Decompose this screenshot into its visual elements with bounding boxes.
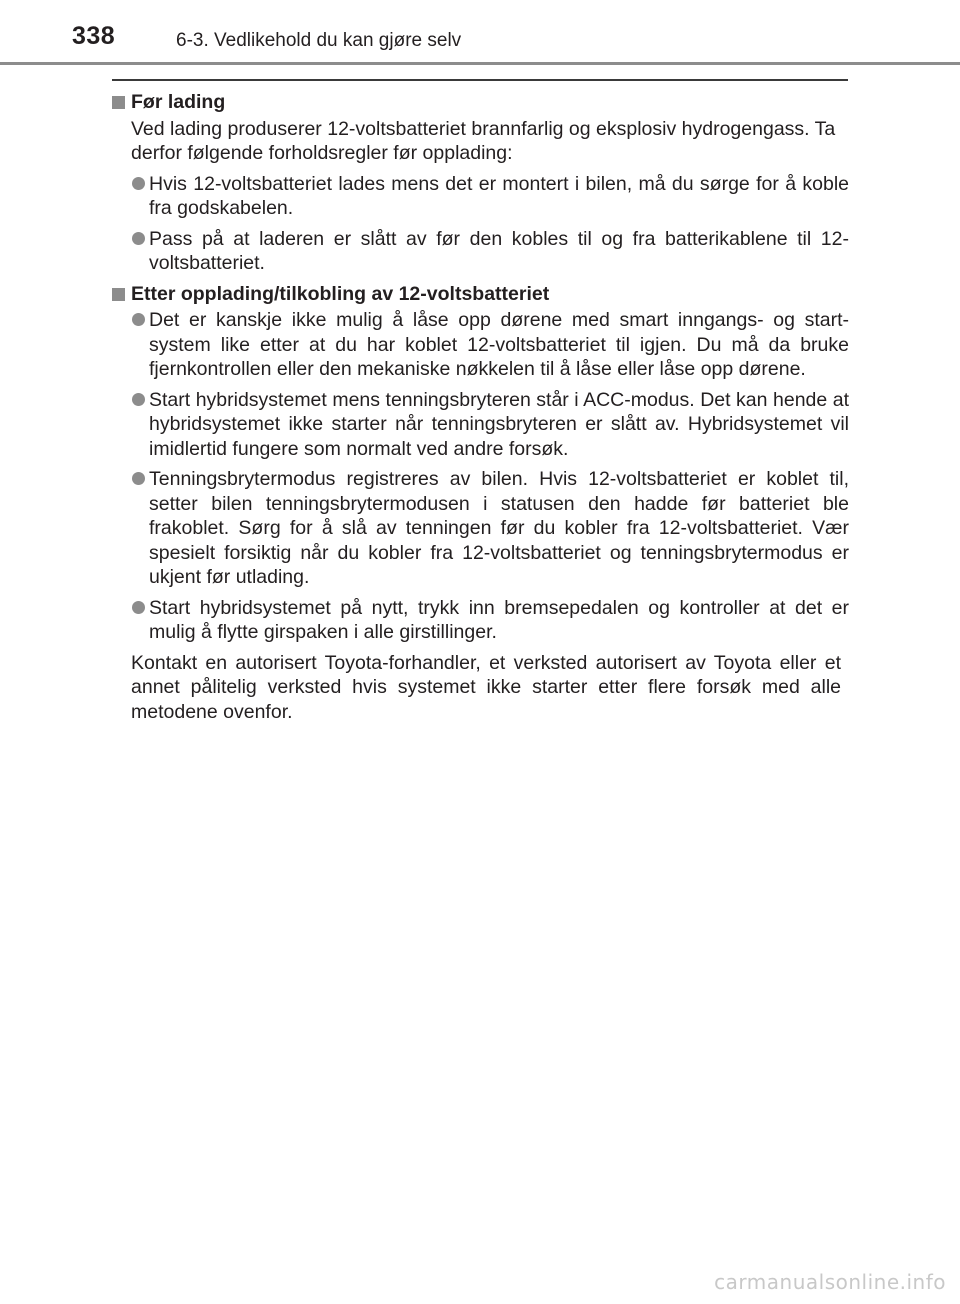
content-rule (112, 79, 848, 81)
list-item (112, 467, 849, 590)
circle-bullet-icon (132, 472, 145, 485)
square-bullet-icon (112, 288, 125, 301)
page-number: 338 (72, 22, 116, 50)
watermark-link[interactable]: carmanualsonline.info (714, 1270, 946, 1294)
list-item-text: Start hybridsystemet mens tenningsbryteren står i ACC-modus. Det kan hende at hybridsystemet ikke starter når tenningsbryteren er slått av. Hybridsystemet vil imidlertid fungere som normalt ved andre forsøk. (149, 388, 849, 460)
heading-text: Før lading (131, 91, 226, 113)
circle-bullet-icon (132, 177, 145, 190)
header-rule (0, 62, 960, 65)
list-item (112, 227, 849, 276)
section-heading-before-charging (112, 90, 849, 115)
list-item-text: Det er kanskje ikke mulig å låse opp dørene med smart inngangs- og start-system like etter at du har koblet 12-voltsbatteriet til igjen. Du må da bruke fjernkontrollen eller den mekaniske nøkkelen til å låse eller låse opp dørene. (149, 309, 849, 380)
circle-bullet-icon (132, 393, 145, 406)
list-item-text: Hvis 12-voltsbatteriet lades mens det er montert i bilen, må du sørge for å koble fra godskabelen. (149, 172, 849, 219)
circle-bullet-icon (132, 601, 145, 614)
section-heading-after-charging (112, 282, 849, 307)
list-item (112, 596, 849, 645)
list-item (112, 308, 849, 382)
closing-paragraph: Kontakt en autorisert Toyota-forhandler, et verksted autorisert av Toyota eller et annet pålitelig verksted hvis systemet ikke starter etter flere forsøk med alle metodene ovenfor. (131, 651, 841, 723)
list-item-text: Pass på at laderen er slått av før den kobles til og fra batterikablene til 12-voltsbatteriet. (149, 227, 849, 274)
square-bullet-icon (112, 96, 125, 109)
section-intro: Ved lading produserer 12-voltsbatteriet brannfarlig og eksplosiv hydrogengass. Ta derfor følgende forholdsregler før opplading: (131, 117, 836, 164)
list-item (112, 172, 849, 221)
section-title: 6-3. Vedlikehold du kan gjøre selv (176, 30, 462, 51)
page-header (0, 0, 960, 72)
circle-bullet-icon (132, 313, 145, 326)
list-item-text: Tenningsbrytermodus registreres av bilen. Hvis 12-voltsbatteriet er koblet til, setter bilen tenningsbrytermodusen i statusen den hadde før batteriet ble frakoblet. Sørg for å slå av tenningen før du kobler fra 12-voltsbatteriet. Vær spesielt forsiktig når du kobler fra 12-voltsbatteriet og tenningsbrytermodus er ukjent før utlading. (149, 468, 849, 588)
circle-bullet-icon (132, 232, 145, 245)
list-item-text: Start hybridsystemet på nytt, trykk inn bremsepedalen og kontroller at det er mulig å flytte girspaken i alle girstillinger. (149, 596, 849, 643)
heading-text: Etter opplading/tilkobling av 12-voltsbatteriet (131, 282, 550, 305)
page-content (112, 90, 849, 724)
list-item (112, 388, 849, 462)
